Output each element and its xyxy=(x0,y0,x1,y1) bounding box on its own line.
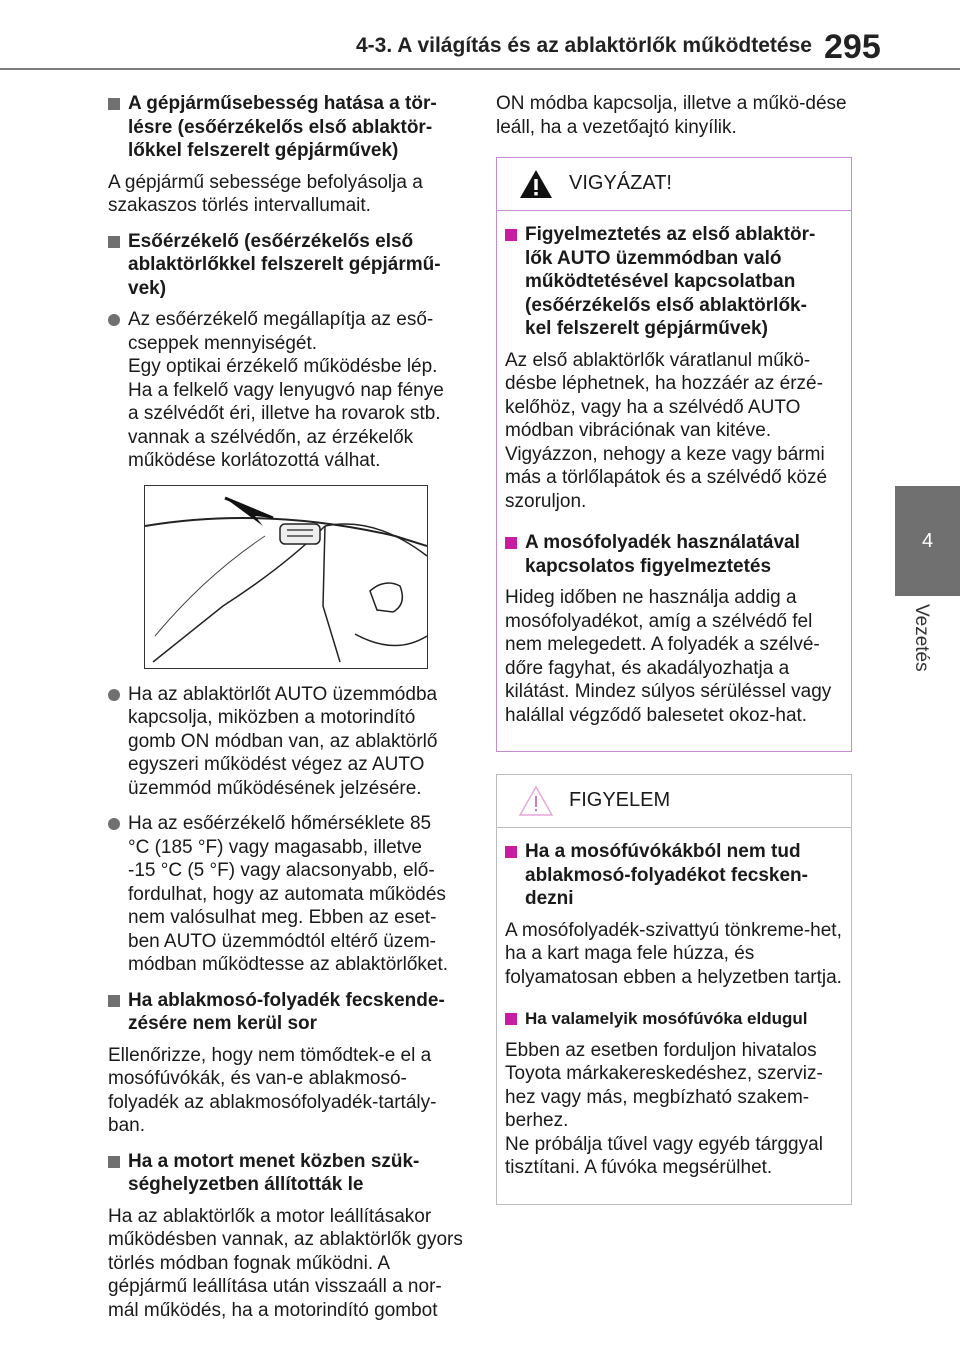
header-divider xyxy=(0,68,960,70)
heading-speed-effect: A gépjárműsebesség hatása a tör- lésre (esőérzékelős első ablaktör- lőkkel felszerelt gépjárművek) xyxy=(108,92,464,163)
square-bullet-icon xyxy=(108,1156,120,1168)
square-bullet-icon xyxy=(108,236,120,248)
warning-triangle-icon xyxy=(519,169,553,199)
chapter-number: 4 xyxy=(921,529,934,552)
heading-rain-sensor: Esőérzékelő (esőérzékelős első ablaktörlőkkel felszerelt gépjármű- vek) xyxy=(108,230,464,301)
round-bullet-icon xyxy=(108,314,120,326)
page-number: 295 xyxy=(824,28,881,66)
warning-header xyxy=(497,158,851,211)
chapter-tab xyxy=(895,486,960,596)
chapter-label: Vezetés xyxy=(911,604,932,672)
bullet-item: Ha az esőérzékelő hőmérséklete 85 °C (185 °F) vagy magasabb, illetve -15 °C (5 °F) vagy alacsonyabb, elő- fordulhat, hogy az automata működés nem valósulhat meg. Ebben az eset- ben AUTO üzemmódtól eltérő üzem- módban működtesse az ablaktörlőket. xyxy=(108,812,464,977)
notice-box xyxy=(496,774,852,1205)
notice-paragraph: A mosófolyadék-szivattyú tönkreme-het, ha a kart maga fele húzza, és folyamatosan ebben a helyzetben tartja. xyxy=(505,919,842,988)
caution-triangle-icon xyxy=(519,786,553,816)
warning-heading: A mosófolyadék használatával kapcsolatos figyelmeztetés xyxy=(505,531,843,578)
warning-paragraph: Az első ablaktörlők váratlanul műkö-désbe léphetnek, ha hozzáér az érzé-kelőhöz, vagy ha a szélvédő AUTO módban vibrációnak van kitéve. Vigyázzon, nehogy a keze vagy bármi más a törlőlapátok és a szélvédő közé szoruljon. xyxy=(505,349,828,512)
round-bullet-icon xyxy=(108,689,120,701)
warning-body xyxy=(497,211,851,727)
square-bullet-icon xyxy=(108,98,120,110)
page-header xyxy=(0,0,960,80)
notice-title: FIGYELEM xyxy=(569,789,671,812)
left-column xyxy=(108,92,464,1334)
warning-box xyxy=(496,157,852,752)
square-bullet-icon xyxy=(108,995,120,1007)
notice-header xyxy=(497,775,851,828)
heading-washer-fluid: Ha ablakmosó-folyadék fecskende- zésére nem kerül sor xyxy=(108,989,464,1036)
notice-body xyxy=(497,828,851,1180)
paragraph: A gépjármű sebessége befolyásolja a szakaszos törlés intervallumait. xyxy=(108,171,423,216)
section-title: 4-3. A világítás és az ablaktörlők működtetése xyxy=(356,34,812,57)
square-bullet-icon xyxy=(505,846,517,858)
warning-paragraph: Hideg időben ne használja addig a mosófolyadékot, amíg a szélvédő fel nem melegedett. A folyadék a szélvé-dőre fagyhat, és akadályozhatja a kilátást. Mindez súlyos sérüléssel vagy halállal végződő balesetet okoz-hat. xyxy=(505,587,832,726)
heading-emergency-stop: Ha a motort menet közben szük- séghelyzetben állították le xyxy=(108,1150,464,1197)
chapter-label-wrap xyxy=(908,604,938,694)
notice-paragraph: Ebben az esetben forduljon hivatalos Toyota márkakereskedéshez, szerviz-hez vagy más, megbízható szakem-berhez. Ne próbálja tűvel vagy egyéb tárggyal tisztítani. A fúvóka megsérülhet. xyxy=(505,1039,823,1178)
notice-heading: Ha a mosófúvókákból nem tud ablakmosó-folyadékot fecsken- dezni xyxy=(505,840,843,911)
bullet-item: Ha az ablaktörlőt AUTO üzemmódba kapcsolja, miközben a motorindító gomb ON módban van, az ablaktörlő egyszeri működést végez az AUTO üzemmód működésének jelzésére. xyxy=(108,683,464,801)
warning-title: VIGYÁZAT! xyxy=(569,172,672,195)
notice-heading: Ha valamelyik mosófúvóka eldugul xyxy=(505,1007,843,1031)
square-bullet-icon xyxy=(505,537,517,549)
car-windshield-illustration xyxy=(145,486,427,668)
warning-heading: Figyelmeztetés az első ablaktör- lők AUTO üzemmódban való működtetésével kapcsolatban (esőérzékelős első ablaktörlők- kel felszerelt gépjárművek) xyxy=(505,223,843,341)
square-bullet-icon xyxy=(505,1013,517,1025)
round-bullet-icon xyxy=(108,818,120,830)
windshield-sensor-illustration xyxy=(144,485,428,669)
square-bullet-icon xyxy=(505,229,517,241)
paragraph: Ha az ablaktörlők a motor leállításakor működésben vannak, az ablaktörlők gyors törlés módban fognak működni. A gépjármű leállítása után visszaáll a nor-mál működés, ha a motorindító gombot xyxy=(108,1205,463,1321)
bullet-item: Az esőérzékelő megállapítja az eső- cseppek mennyiségét. Egy optikai érzékelő működésbe lép. Ha a felkelő vagy lenyugvó nap fénye a szélvédőt éri, illetve ha rovarok stb. vannak a szélvédőn, az érzékelők működése korlátozottá válhat. xyxy=(108,308,464,473)
paragraph: ON módba kapcsolja, illetve a műkö-dése leáll, ha a vezetőajtó kinyílik. xyxy=(496,93,847,138)
right-column xyxy=(496,92,852,1227)
paragraph: Ellenőrizze, hogy nem tömődtek-e el a mosófúvókák, és van-e ablakmosó-folyadék az ablakmosófolyadék-tartály-ban. xyxy=(108,1044,437,1136)
